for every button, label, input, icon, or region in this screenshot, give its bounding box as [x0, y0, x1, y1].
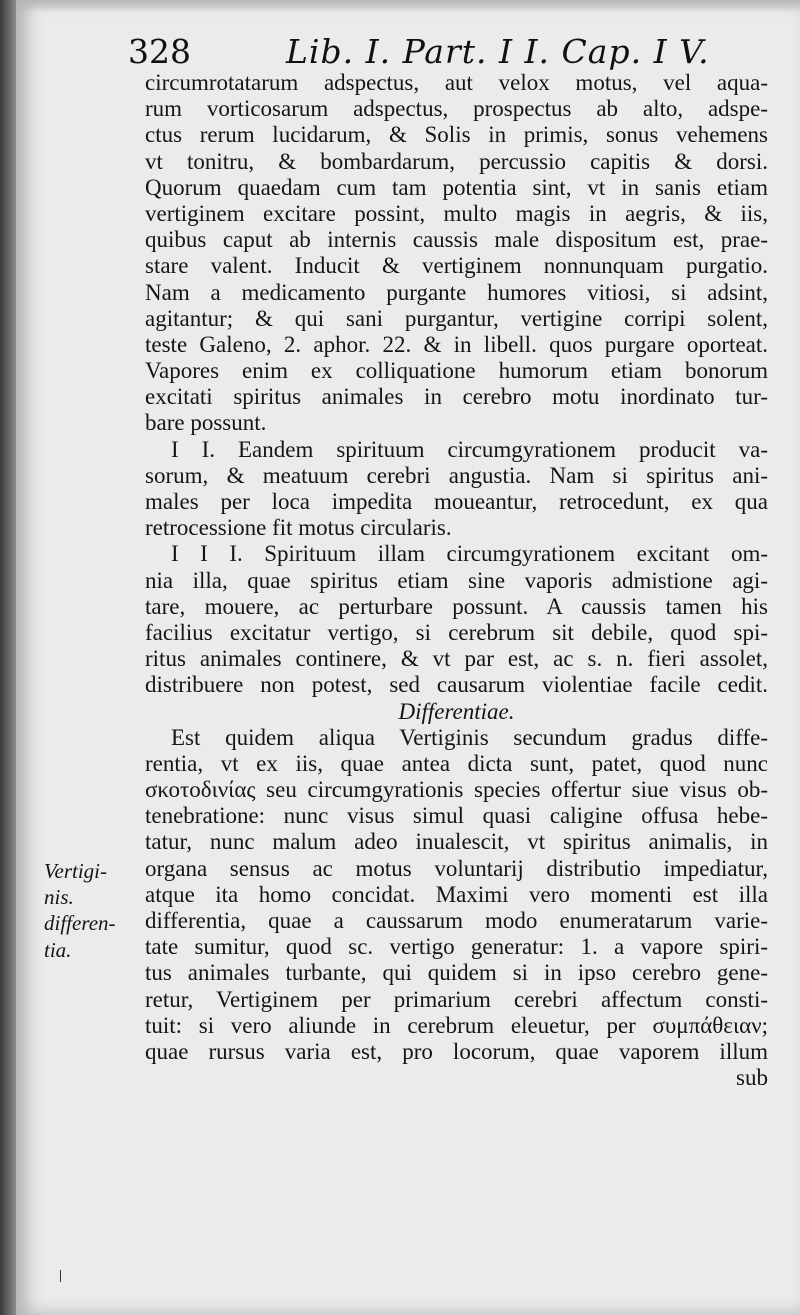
- text-line: distribuere non potest, sed causarum violentiae facile cedit.: [145, 672, 768, 698]
- page-mark: [60, 1270, 61, 1282]
- text-line: Vapores enim ex colliquatione humorum etiam bonorum: [145, 358, 768, 384]
- text-line: nia illa, quae spiritus etiam sine vaporis admistione agi-: [145, 567, 768, 593]
- section-heading: Differentiae.: [398, 698, 515, 724]
- text-line: rentia, vt ex iis, quae antea dicta sunt, patet, quod nunc: [145, 750, 768, 776]
- book-spine: [0, 0, 16, 1315]
- text-line: retrocessione fit motus circularis.: [145, 515, 452, 541]
- page-header: [128, 32, 710, 71]
- text-line: sub: [736, 1065, 768, 1091]
- text-line: excitati spiritus animales in cerebro motu inordinato tur-: [145, 384, 768, 410]
- text-line: agitantur; & qui sani purgantur, vertigine corripi solent,: [145, 305, 768, 331]
- text-line: sorum, & meatuum cerebri angustia. Nam si spiritus ani-: [145, 462, 768, 488]
- text-line: retur, Vertiginem per primarium cerebri affectum consti-: [145, 986, 768, 1012]
- text-line: organa sensus ac motus voluntarij distributio impediatur,: [145, 855, 768, 881]
- text-line: facilius excitatur vertigo, si cerebrum sit debile, quod spi-: [145, 619, 768, 645]
- text-line: males per loca impedita moueantur, retrocedunt, ex qua: [145, 489, 768, 514]
- text-line: bare possunt.: [145, 410, 267, 436]
- text-line: tatur, nunc malum adeo inualescit, vt spiritus animalis, in: [145, 829, 768, 855]
- text-line: stare valent. Inducit & vertiginem nonnunquam purgatio.: [145, 253, 768, 279]
- text-line: circumrotatarum adspectus, aut velox motus, vel aqua-: [145, 70, 768, 95]
- text-line: differentia, quae a caussarum modo enumeratarum varie-: [145, 908, 768, 933]
- text-line: tare, mouere, ac perturbare possunt. A caussis tamen his: [145, 593, 768, 619]
- text-line: tate sumitur, quod sc. vertigo generatur: 1. a vapore spiri-: [145, 934, 768, 960]
- margin-note-line: nis.: [44, 885, 74, 910]
- text-line: Nam a medicamento purgante humores vitiosi, si adsint,: [145, 279, 768, 305]
- text-line: atque ita homo concidat. Maximi vero momenti est illa: [145, 881, 768, 907]
- page-top-edge: [16, 0, 800, 12]
- text-line: ritus animales continere, & vt par est, ac s. n. fieri assolet,: [145, 646, 768, 672]
- text-line: teste Galeno, 2. aphor. 22. & in libell. quos purgare oporteat.: [145, 331, 768, 357]
- text-line: I I I. Spirituum illam circumgyrationem excitant om-: [171, 541, 768, 567]
- text-line: tuit: si vero aliunde in cerebrum eleuetur, per συμπάθειαν;: [145, 1012, 768, 1038]
- margin-note-line: differen-: [44, 911, 116, 936]
- text-line: quibus caput ab internis caussis male dispositum est, prae-: [145, 227, 768, 253]
- text-line: σκοτοδινίας seu circumgyrationis species offertur siue visus ob-: [145, 777, 768, 803]
- text-line: tenebratione: nunc visus simul quasi caligine offusa hebe-: [145, 803, 768, 829]
- text-line: vt tonitru, & bombardarum, percussio capitis & dorsi.: [145, 148, 768, 174]
- margin-note-line: tia.: [44, 937, 72, 962]
- text-line: Quorum quaedam cum tam potentia sint, vt in sanis etiam: [145, 174, 768, 200]
- text-line: vertiginem excitare possint, multo magis in aegris, & iis,: [145, 200, 768, 226]
- text-line: Est quidem aliqua Vertiginis secundum gradus diffe-: [171, 724, 768, 750]
- text-line: I I. Eandem spirituum circumgyrationem producit va-: [171, 436, 768, 462]
- text-line: quae rursus varia est, pro locorum, quae vaporem illum: [145, 1038, 768, 1064]
- text-line: tus animales turbante, qui quidem si in ipso cerebro gene-: [145, 960, 768, 986]
- body-text: [145, 70, 768, 1091]
- page-number: 328: [128, 32, 191, 71]
- margin-note-line: Vertigi-: [44, 859, 107, 883]
- text-line: rum vorticosarum adspectus, prospectus ab alto, adspe-: [145, 96, 768, 122]
- margin-note: [44, 858, 134, 963]
- text-line: ctus rerum lucidarum, & Solis in primis, sonus vehemens: [145, 122, 768, 148]
- running-head: Lib. I. Part. I I. Cap. I V.: [286, 32, 710, 71]
